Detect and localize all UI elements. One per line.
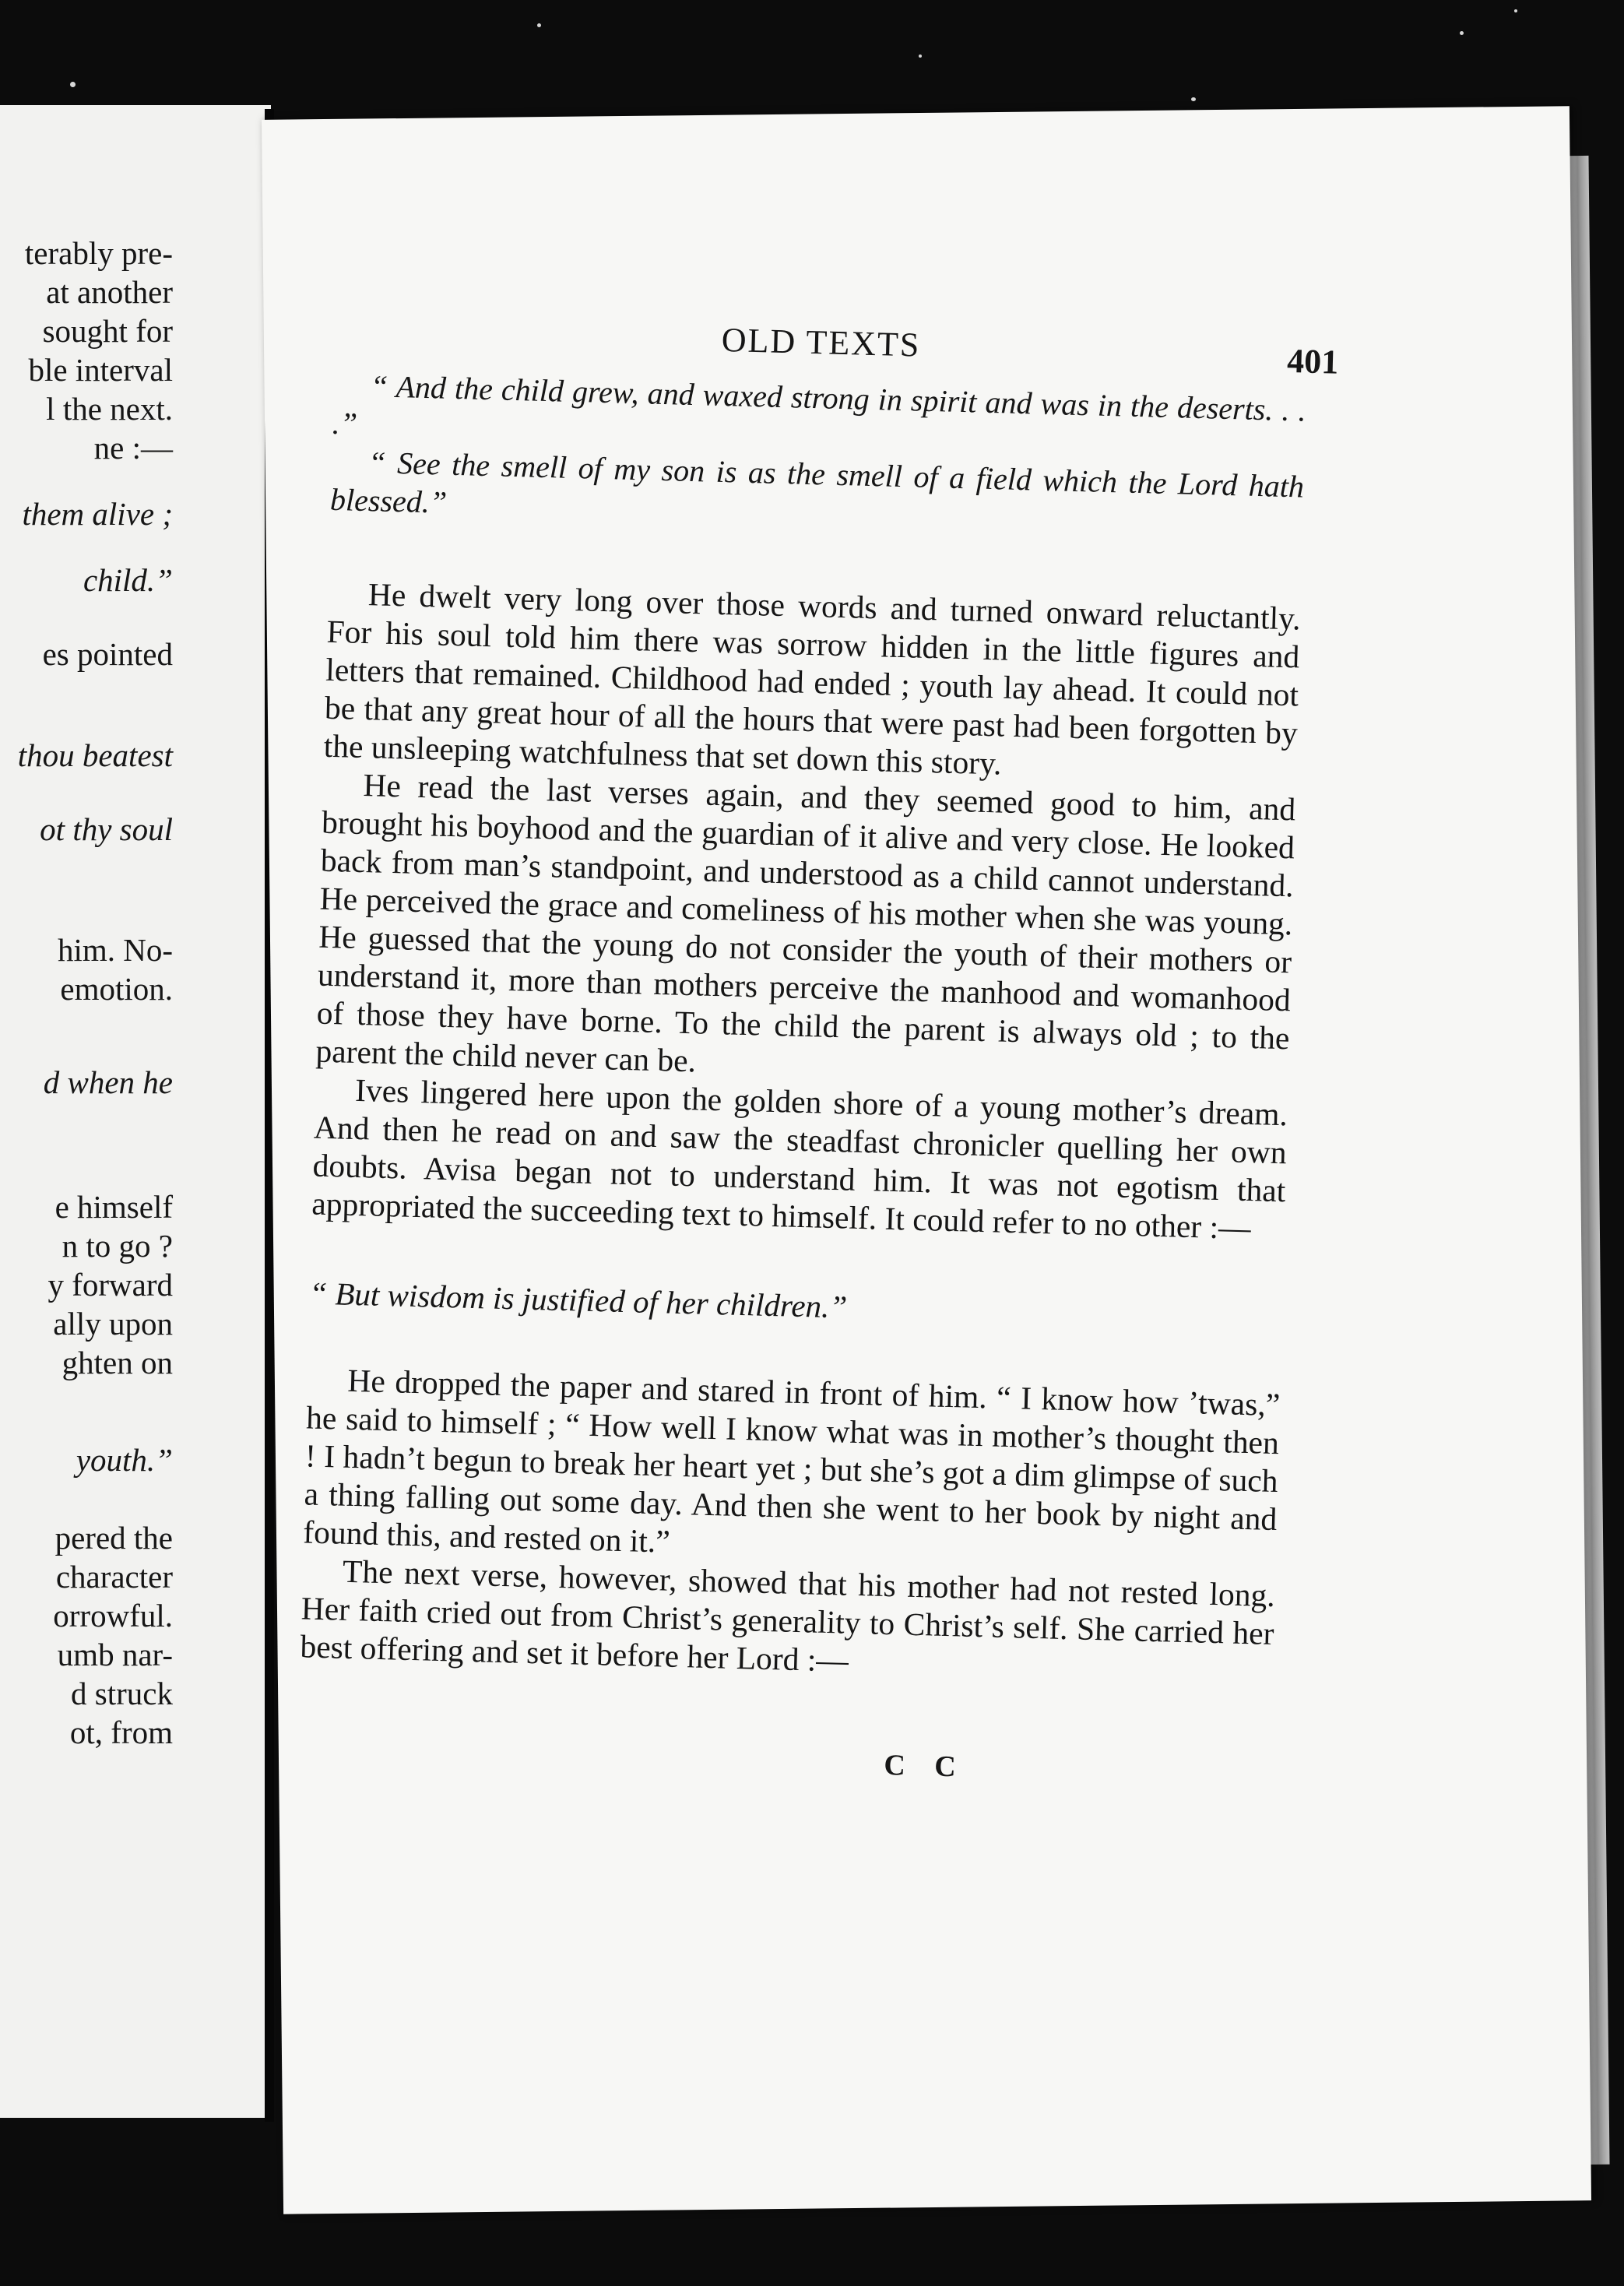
left-page-text-fragment: ghten on (62, 1345, 173, 1380)
left-page-text-fragment: youth.” (76, 1442, 173, 1478)
scripture-quote-centered: “ But wisdom is justified of her children.” (308, 1275, 848, 1325)
left-page-text-fragment: ot, from (69, 1714, 173, 1750)
scripture-quote: “ See the smell of my son is as the smell of a field which the Lord hath blessed.” (329, 445, 1305, 520)
left-page-text-fragment: e himself (54, 1189, 173, 1225)
running-head: OLD TEXTS (721, 320, 921, 364)
left-page-text-fragment: pered the (54, 1520, 173, 1556)
left-page-text-fragment: ally upon (53, 1306, 173, 1342)
body-paragraph: He dwelt very long over those words and turned onward reluctantly. For his soul told him there was sorrow hidden in the little figures and letters that remained. Childhood had ended ; youth lay ahead. It could not be that any great hour of all the hours that were past had been forgotten by the unsleeping watchfulness that set down this story. (323, 576, 1302, 782)
left-page-text-fragment: terably pre- (24, 235, 173, 271)
left-page-text-fragment: ble interval (28, 352, 173, 388)
scan-speck (919, 55, 922, 58)
body-paragraph: He dropped the paper and stared in front of him. “ I know how ’twas,” he said to himself ; “ How well I know what was in mother’s thought then ! I hadn’t begun to break her heart yet ; but she’s got a dim glimpse of such a thing falling out some day. And then she went to her book by night and found this, and rested on it.” (302, 1362, 1281, 1560)
left-page-text-fragment: character (55, 1559, 173, 1595)
left-page-text-fragment: ot thy soul (40, 811, 173, 847)
page-number: 401 (1286, 341, 1339, 382)
scan-speck (1191, 97, 1196, 101)
left-page-text-fragment: thou beatest (17, 737, 173, 773)
left-page-text-fragment: ne :— (93, 430, 173, 466)
left-page-text-fragment: him. No- (57, 932, 173, 968)
scan-speck (537, 23, 541, 27)
left-page-text-fragment: at another (46, 274, 173, 310)
left-page-text-fragment: them alive ; (22, 496, 173, 532)
scan-speck (1460, 31, 1464, 35)
body-paragraph: Ives lingered here upon the golden shore of a young mother’s dream. And then he read on and saw the steadfast chronicler quelling her own doubts. Avisa began not to understand him. It was not egotism that appropriated the succeeding text to himself. It could refer to no other :— (311, 1071, 1288, 1247)
left-facing-page (0, 105, 271, 2118)
left-page-text-fragment: d struck (71, 1676, 173, 1711)
scan-speck (70, 82, 76, 87)
left-page-text-fragment: n to go ? (62, 1228, 173, 1264)
page-content (297, 310, 1339, 1792)
right-page (262, 106, 1591, 2214)
left-page-text-fragment: es pointed (42, 636, 173, 672)
left-page-text-fragment: emotion. (60, 971, 173, 1007)
left-page-text-fragment: child.” (83, 562, 173, 598)
left-page-text-fragment: d when he (43, 1064, 173, 1100)
body-paragraph: He read the last verses again, and they seemed good to him, and brought his boyhood and the guardian of it alive and very close. He looked back from man’s standpoint, and understood as a child cannot understand. He perceived the grace and comeliness of his mother when she was young. He guessed that the young do not consider the youth of their mothers or understand it, more than mothers perceive the manhood and womanhood of those they have borne. To the child the parent is always old ; to the parent the child never can be. (315, 767, 1296, 1079)
left-page-text-fragment: orrowful. (53, 1598, 173, 1634)
scan-speck (1514, 9, 1517, 12)
left-page-text-fragment: y forward (47, 1267, 173, 1303)
left-page-text-fragment: sought for (42, 313, 173, 349)
left-page-text-fragment: l the next. (46, 391, 173, 427)
printer-signature-mark: C C (883, 1748, 968, 1784)
scripture-quote: “ And the child grew, and waxed strong in spirit and was in the deserts. . . .” (332, 368, 1307, 441)
body-paragraph: The next verse, however, showed that his mother had not rested long. Her faith cried out from Christ’s generality to Christ’s self. She carried her best offering and set it before her Lord :— (299, 1553, 1276, 1679)
left-page-text-fragment: umb nar- (57, 1637, 173, 1672)
